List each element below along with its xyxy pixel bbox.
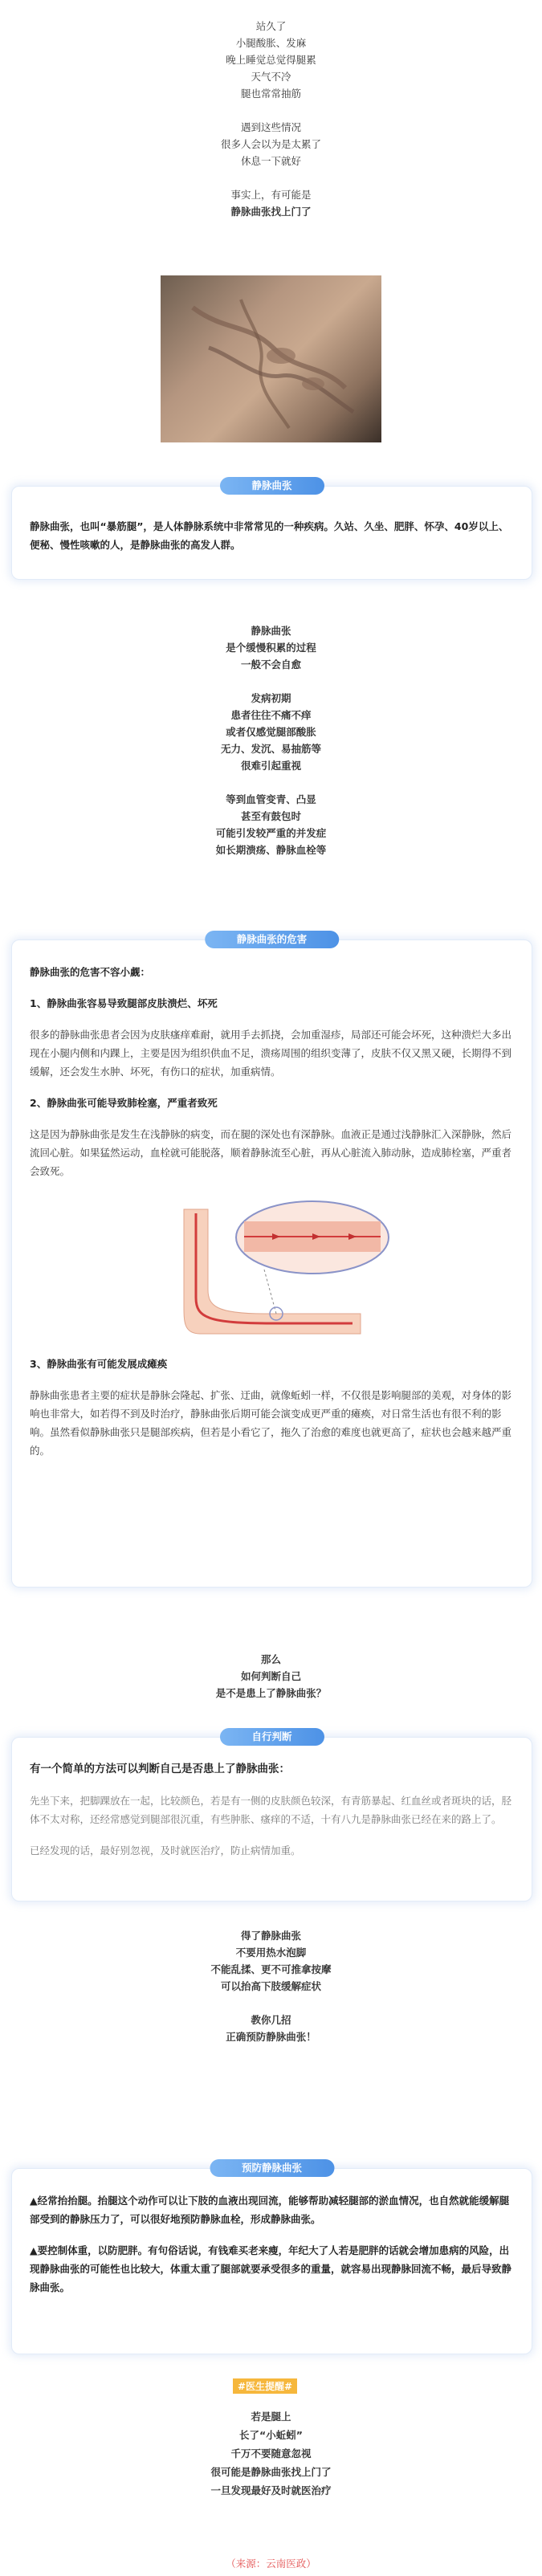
advice-line: 正确预防静脉曲张！ [226,2031,316,2043]
harm-1-text: 很多的静脉曲张患者会因为皮肤瘙痒难耐，就用手去抓挠，会加重湿疹，局部还可能会坏死，这种溃烂大多出现在小腿内侧和内踝上，主要是因为组织供血不足，溃疡周围的组织变薄了，皮肤不仅又黑又硬，长期得不到缓解，还会发生水肿、坏死，有伤口的症状，加重病情。 [30,1029,512,1078]
judge-line: 是不是患上了静脉曲张？ [215,1687,327,1699]
section-self-check [11,1730,532,1901]
middle-line: 很难引起重视 [240,760,301,772]
doctor-reminder-tag: #医生提醒# [233,2378,297,2394]
self-check-lead: 有一个简单的方法可以判断自己是否患上了静脉曲张： [30,1763,290,1775]
middle-line: 如长期溃疡、静脉血栓等 [215,844,327,856]
vein-illustration [30,1193,514,1343]
intro-line: 很多人会以为是太累了 [220,138,321,150]
middle-line: 是个缓慢积累的过程 [226,642,316,654]
self-check-text: 先坐下来，把脚踝放在一起，比较颜色，若是有一侧的皮肤颜色较深，有青筋暴起、红血丝或者斑块的话，胫体不太对称，还经常感觉到腿部很沉重，有些肿胀、瘙痒的不适，十有八九是静脉曲张已经在来的路上了。 [30,1795,512,1825]
section-varicose-intro [11,479,532,580]
middle-line: 可能引发较严重的并发症 [215,827,327,839]
ending-line: 千万不要随意忽视 [230,2448,312,2460]
intro-line: 遇到这些情况 [240,121,301,133]
harm-2-title: 2、静脉曲张可能导致肺栓塞，严重者致死 [30,1097,218,1109]
section-text: 静脉曲张，也叫“暴筋腿”，是人体静脉系统中非常常见的一种疾病。久站、久坐、肥胖、怀孕、40岁以上、便秘、慢性咳嗽的人，是静脉曲张的高发人群。 [30,520,509,551]
section-harms [11,933,532,1588]
intro-line: 事实上，有可能是 [230,189,312,201]
self-check-advice: 已经发现的话，最好别忽视，及时就医治疗，防止病情加重。 [30,1844,301,1857]
source-credit: （来源：云南医政） [226,2558,316,2570]
prevention-tip-2: ▲要控制体重，以防肥胖。有句俗话说，有钱难买老来瘦，年纪大了人若是肥胖的话就会增加患病的风险，出现静脉曲张的可能性也比较大，体重太重了腿部就要承受很多的重量，就容易出现静脉回流不畅，最后导致静脉曲张。 [30,2244,512,2293]
section-tag: 自行判断 [219,1728,324,1746]
advice-text [0,1927,542,2045]
prevention-tip-1: ▲经常抬抬腿。抬腿这个动作可以让下肢的血液出现回流，能够帮助减轻腿部的淤血情况，也自然就能缓解腿部受到的静脉压力了，可以很好地预防静脉血栓，形成静脉曲张。 [30,2195,510,2225]
advice-line: 可以抬高下肢缓解症状 [220,1980,321,1992]
advice-line: 教你几招 [251,2014,291,2026]
advice-line: 不要用热水泡脚 [235,1946,307,1958]
middle-line: 甚至有鼓包时 [240,810,301,822]
varicose-leg-photo [161,275,381,442]
intro-line: 小腿酸胀、发麻 [235,37,307,49]
harm-3-title: 3、静脉曲张有可能发展成瘫痪 [30,1358,168,1370]
intro-line: 休息一下就好 [240,155,301,167]
middle-line: 无力、发沉、易抽筋等 [220,743,321,755]
intro-line: 晚上睡觉总觉得腿累 [226,54,316,66]
middle-line: 或者仅感觉腿部酸胀 [226,726,316,738]
section-prevention [11,2162,532,2354]
harm-2-text: 这是因为静脉曲张是发生在浅静脉的病变，而在腿的深处也有深静脉。血液正是通过浅静脉汇入深静脉，然后流回心脏。如果猛然运动，血栓就可能脱落，顺着静脉流至心脏，再从心脏流入肺动脉，造成肺栓塞，严重者会致死。 [30,1128,512,1177]
intro-line: 腿也常常抽筋 [240,88,301,100]
middle-line: 患者往往不痛不痒 [230,709,312,721]
ending-line: 长了“小蚯蚓” [239,2429,303,2441]
middle-line: 一般不会自愈 [240,658,301,670]
intro-text [0,18,542,220]
intro-line: 静脉曲张找上门了 [230,206,312,218]
ending-line: 很可能是静脉曲张找上门了 [210,2466,332,2478]
advice-line: 不能乱揉、更不可推拿按摩 [210,1963,332,1975]
judge-line: 那么 [260,1653,281,1665]
harm-3-text: 静脉曲张患者主要的症状是静脉会隆起、扩张、迂曲，就像蚯蚓一样，不仅很是影响腿部的美观，对身体的影响也非常大，如若得不到及时治疗，静脉曲张后期可能会演变成更严重的瘫痪，对日常生活也有很不利的影响。虽然看似静脉曲张只是腿部疾病，但若是小看它了，拖久了治愈的难度也就更高了，症状也会越来越严重的。 [30,1389,512,1457]
section-tag: 静脉曲张 [219,477,324,495]
middle-line: 等到血管变青、凸显 [226,793,316,805]
intro-line: 天气不冷 [251,71,291,83]
section-tag: 静脉曲张的危害 [205,931,340,948]
judge-line: 如何判断自己 [240,1670,301,1682]
middle-line: 静脉曲张 [251,625,291,637]
judge-text [0,1651,542,1702]
ending-line: 若是腿上 [251,2411,291,2423]
ending-text [0,2407,542,2500]
harms-heading: 静脉曲张的危害不容小觑： [30,966,151,978]
advice-line: 得了静脉曲张 [240,1930,301,1942]
harm-1-title: 1、静脉曲张容易导致腿部皮肤溃烂、坏死 [30,997,218,1009]
middle-line: 发病初期 [251,692,291,704]
section-tag: 预防静脉曲张 [210,2159,334,2177]
middle-text [0,622,542,858]
ending-line: 一旦发现最好及时就医治疗 [210,2484,332,2497]
intro-line: 站久了 [255,20,287,32]
